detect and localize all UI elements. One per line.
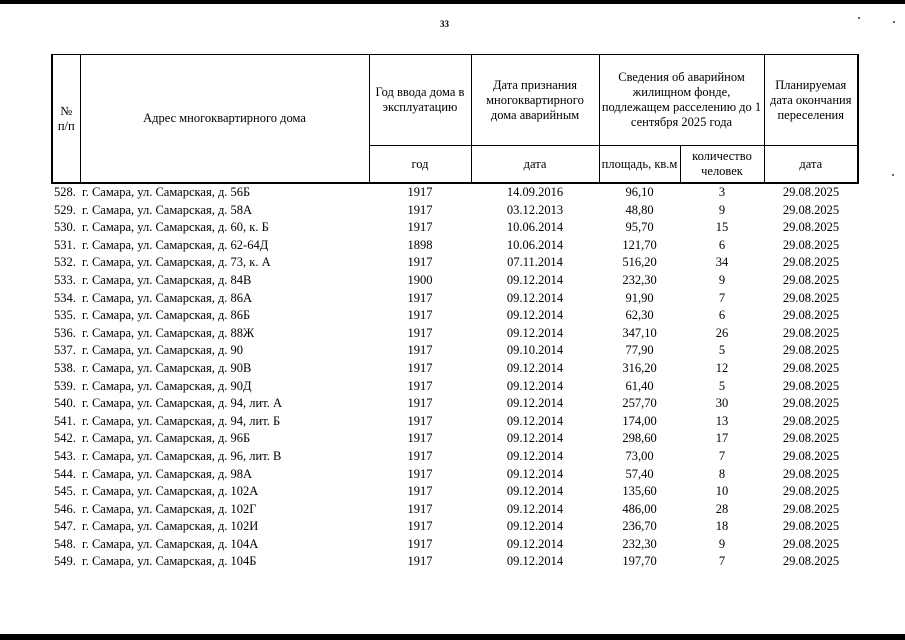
cell-area: 174,00 (622, 413, 657, 428)
header-sub-year: год (369, 146, 471, 184)
cell-area: 316,20 (622, 360, 657, 375)
cell-area: 96,10 (625, 185, 654, 199)
table-row (52, 448, 858, 466)
cell-address: г. Самара, ул. Самарская, д. 90В (82, 360, 252, 375)
cell-num: 549. (54, 554, 76, 569)
cell-num: 545. (54, 484, 76, 499)
cell-end-date: 29.08.2025 (782, 431, 840, 446)
cell-area: 91,90 (625, 290, 654, 305)
cell-num: 531. (54, 237, 76, 252)
table-row (52, 430, 858, 448)
table-row (52, 553, 858, 571)
cell-recognition-date: 09.12.2014 (506, 290, 564, 305)
cell-people: 9 (718, 202, 726, 217)
cell-people: 17 (715, 431, 729, 446)
cell-end-date: 29.08.2025 (782, 308, 840, 323)
table-row (52, 202, 858, 220)
cell-address: г. Самара, ул. Самарская, д. 84В (82, 272, 252, 287)
header-sub-end-date: дата (764, 146, 858, 184)
cell-end-date: 29.08.2025 (782, 396, 840, 411)
cell-end-date: 29.08.2025 (782, 448, 840, 463)
header-sub-area: площадь, кв.м (599, 146, 680, 184)
bottom-border (0, 634, 905, 640)
cell-end-date: 29.08.2025 (782, 220, 840, 235)
cell-num: 529. (54, 202, 76, 217)
cell-people: 5 (718, 378, 726, 393)
cell-area: 298,60 (622, 431, 657, 446)
cell-num: 535. (54, 308, 76, 323)
cell-area: 57,40 (625, 466, 654, 481)
table-row (52, 219, 858, 237)
header-year-built: Год ввода дома в эксплуатацию (369, 55, 471, 146)
cell-end-date: 29.08.2025 (782, 378, 840, 393)
cell-address: г. Самара, ул. Самарская, д. 73, к. А (82, 255, 271, 270)
cell-num: 534. (54, 290, 76, 305)
cell-year: 1917 (407, 484, 433, 499)
cell-year: 1917 (407, 220, 433, 235)
cell-recognition-date: 09.12.2014 (506, 484, 564, 499)
table-row (52, 378, 858, 396)
cell-recognition-date: 09.12.2014 (506, 431, 564, 446)
top-border (0, 0, 905, 4)
cell-recognition-date: 09.12.2014 (506, 413, 564, 428)
cell-year: 1898 (407, 237, 433, 252)
cell-people: 15 (715, 220, 729, 235)
cell-recognition-date: 09.12.2014 (506, 272, 564, 287)
cell-people: 5 (718, 343, 726, 358)
cell-recognition-date: 09.12.2014 (506, 308, 564, 323)
cell-num: 533. (54, 272, 76, 287)
cell-people: 13 (715, 413, 729, 428)
cell-year: 1917 (407, 466, 433, 481)
cell-year: 1917 (407, 185, 433, 199)
header-sub-date: дата (471, 146, 599, 184)
cell-year: 1917 (407, 448, 433, 463)
cell-recognition-date: 10.06.2014 (506, 237, 564, 252)
cell-year: 1917 (407, 396, 433, 411)
cell-people: 12 (715, 360, 729, 375)
cell-recognition-date: 09.12.2014 (506, 325, 564, 340)
table-row (52, 360, 858, 378)
scan-speck (858, 17, 860, 19)
cell-end-date: 29.08.2025 (782, 413, 840, 428)
cell-end-date: 29.08.2025 (782, 272, 840, 287)
cell-end-date: 29.08.2025 (782, 360, 840, 375)
cell-address: г. Самара, ул. Самарская, д. 86А (82, 290, 253, 305)
cell-end-date: 29.08.2025 (782, 202, 840, 217)
cell-end-date: 29.08.2025 (782, 290, 840, 305)
cell-end-date: 29.08.2025 (782, 501, 840, 516)
cell-year: 1917 (407, 413, 433, 428)
cell-year: 1917 (407, 501, 433, 516)
cell-year: 1917 (407, 290, 433, 305)
cell-area: 197,70 (622, 554, 657, 569)
cell-address: г. Самара, ул. Самарская, д. 104А (82, 536, 259, 551)
page-number: 33 (440, 19, 449, 29)
cell-num: 528. (54, 185, 76, 199)
cell-people: 6 (718, 308, 726, 323)
cell-people: 3 (718, 185, 726, 199)
cell-end-date: 29.08.2025 (782, 536, 840, 551)
cell-address: г. Самара, ул. Самарская, д. 86Б (82, 308, 251, 323)
cell-address: г. Самара, ул. Самарская, д. 96, лит. В (82, 448, 282, 463)
cell-year: 1917 (407, 343, 433, 358)
cell-num: 541. (54, 413, 76, 428)
cell-end-date: 29.08.2025 (782, 255, 840, 270)
cell-year: 1917 (407, 536, 433, 551)
cell-address: г. Самара, ул. Самарская, д. 58А (82, 202, 253, 217)
cell-num: 540. (54, 396, 76, 411)
cell-recognition-date: 09.12.2014 (506, 360, 564, 375)
table-row (52, 413, 858, 431)
cell-num: 536. (54, 325, 76, 340)
table-row (52, 501, 858, 519)
cell-address: г. Самара, ул. Самарская, д. 102А (82, 484, 259, 499)
cell-num: 547. (54, 519, 76, 534)
cell-recognition-date: 09.12.2014 (506, 536, 564, 551)
cell-num: 542. (54, 431, 76, 446)
cell-end-date: 29.08.2025 (782, 185, 840, 199)
cell-address: г. Самара, ул. Самарская, д. 62-64Д (82, 237, 269, 252)
cell-address: г. Самара, ул. Самарская, д. 94, лит. Б (82, 413, 281, 428)
cell-address: г. Самара, ул. Самарская, д. 98А (82, 466, 253, 481)
cell-people: 7 (718, 448, 726, 463)
cell-address: г. Самара, ул. Самарская, д. 96Б (82, 431, 251, 446)
table-row (52, 237, 858, 255)
table-row (52, 518, 858, 536)
cell-end-date: 29.08.2025 (782, 237, 840, 252)
cell-address: г. Самара, ул. Самарская, д. 104Б (82, 554, 257, 569)
cell-recognition-date: 09.12.2014 (506, 554, 564, 569)
cell-end-date: 29.08.2025 (782, 554, 840, 569)
cell-people: 10 (715, 484, 729, 499)
table-header (52, 55, 858, 184)
cell-num: 538. (54, 360, 76, 375)
cell-address: г. Самара, ул. Самарская, д. 90 (82, 343, 244, 358)
cell-area: 486,00 (622, 501, 657, 516)
cell-year: 1917 (407, 202, 433, 217)
cell-people: 9 (718, 536, 726, 551)
cell-recognition-date: 09.10.2014 (506, 343, 564, 358)
cell-area: 73,00 (625, 448, 654, 463)
cell-year: 1917 (407, 519, 433, 534)
cell-num: 532. (54, 255, 76, 270)
cell-area: 257,70 (622, 396, 657, 411)
cell-people: 7 (718, 290, 726, 305)
cell-year: 1917 (407, 431, 433, 446)
header-sub-people: количество человек (680, 146, 764, 184)
cell-recognition-date: 09.12.2014 (506, 378, 564, 393)
cell-area: 121,70 (622, 237, 657, 252)
cell-end-date: 29.08.2025 (782, 343, 840, 358)
table-row (52, 483, 858, 501)
cell-area: 135,60 (622, 484, 657, 499)
cell-people: 9 (718, 272, 726, 287)
cell-people: 34 (715, 255, 729, 270)
cell-people: 30 (715, 396, 729, 411)
cell-area: 232,30 (622, 536, 657, 551)
table-row (52, 307, 858, 325)
cell-num: 548. (54, 536, 76, 551)
housing-registry-table (51, 54, 859, 571)
table-row (52, 536, 858, 554)
cell-area: 516,20 (622, 255, 657, 270)
cell-year: 1917 (407, 554, 433, 569)
cell-recognition-date: 07.11.2014 (507, 255, 563, 270)
table-row (52, 254, 858, 272)
cell-end-date: 29.08.2025 (782, 325, 840, 340)
header-recognition-date: Дата признания многоквартирного дома аварийным (471, 55, 599, 146)
cell-address: г. Самара, ул. Самарская, д. 56Б (82, 185, 251, 199)
cell-address: г. Самара, ул. Самарская, д. 90Д (82, 378, 252, 393)
cell-num: 537. (54, 343, 76, 358)
table-row (52, 325, 858, 343)
cell-end-date: 29.08.2025 (782, 519, 840, 534)
cell-year: 1900 (407, 272, 433, 287)
cell-area: 77,90 (625, 343, 654, 358)
cell-people: 26 (715, 325, 729, 340)
cell-area: 48,80 (625, 202, 654, 217)
cell-num: 546. (54, 501, 76, 516)
cell-people: 8 (718, 466, 726, 481)
cell-recognition-date: 14.09.2016 (506, 185, 564, 199)
header-address: Адрес многоквартирного дома (80, 55, 369, 184)
cell-end-date: 29.08.2025 (782, 484, 840, 499)
header-num: № п/п (52, 55, 80, 184)
table-body (52, 183, 858, 571)
scan-speck (892, 174, 894, 176)
cell-recognition-date: 09.12.2014 (506, 466, 564, 481)
cell-people: 18 (715, 519, 729, 534)
cell-address: г. Самара, ул. Самарская, д. 102И (82, 519, 259, 534)
cell-num: 544. (54, 466, 76, 481)
cell-year: 1917 (407, 360, 433, 375)
cell-area: 236,70 (622, 519, 657, 534)
cell-num: 543. (54, 448, 76, 463)
cell-area: 232,30 (622, 272, 657, 287)
table-row (52, 466, 858, 484)
cell-year: 1917 (407, 325, 433, 340)
cell-recognition-date: 03.12.2013 (506, 202, 564, 217)
table-row (52, 342, 858, 360)
cell-year: 1917 (407, 308, 433, 323)
table-row (52, 183, 858, 202)
cell-num: 530. (54, 220, 76, 235)
cell-people: 6 (718, 237, 726, 252)
cell-people: 7 (718, 554, 726, 569)
cell-recognition-date: 10.06.2014 (506, 220, 564, 235)
scan-speck (893, 21, 895, 23)
table-row (52, 272, 858, 290)
cell-end-date: 29.08.2025 (782, 466, 840, 481)
cell-area: 62,30 (625, 308, 654, 323)
cell-year: 1917 (407, 255, 433, 270)
table-row (52, 395, 858, 413)
cell-address: г. Самара, ул. Самарская, д. 102Г (82, 501, 257, 516)
header-info-group: Сведения об аварийном жилищном фонде, подлежащем расселению до 1 сентября 2025 года (599, 55, 764, 146)
cell-recognition-date: 09.12.2014 (506, 396, 564, 411)
cell-area: 61,40 (625, 378, 654, 393)
cell-area: 95,70 (625, 220, 654, 235)
cell-address: г. Самара, ул. Самарская, д. 88Ж (82, 325, 255, 340)
cell-address: г. Самара, ул. Самарская, д. 60, к. Б (82, 220, 269, 235)
header-planned-end: Планируемая дата окончания переселения (764, 55, 858, 146)
table-row (52, 290, 858, 308)
cell-recognition-date: 09.12.2014 (506, 519, 564, 534)
cell-address: г. Самара, ул. Самарская, д. 94, лит. А (82, 396, 283, 411)
cell-recognition-date: 09.12.2014 (506, 501, 564, 516)
cell-num: 539. (54, 378, 76, 393)
cell-year: 1917 (407, 378, 433, 393)
cell-area: 347,10 (622, 325, 657, 340)
cell-recognition-date: 09.12.2014 (506, 448, 564, 463)
cell-people: 28 (715, 501, 729, 516)
